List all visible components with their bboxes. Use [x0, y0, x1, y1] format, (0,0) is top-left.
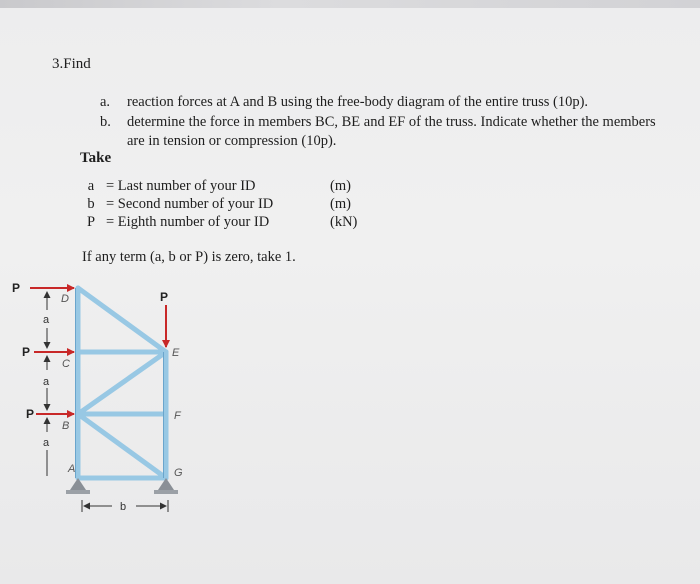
dimension-a-top: a: [43, 314, 50, 326]
part-a-letter: a.: [100, 94, 111, 110]
load-label-e: P: [160, 290, 169, 304]
variable-a-definition: = Last number of your ID: [106, 178, 256, 194]
variable-a-symbol: a: [87, 178, 95, 194]
node-label-d: D: [61, 293, 69, 305]
horizontal-loads: [30, 288, 74, 414]
node-label-b: B: [62, 420, 70, 432]
part-a-text: reaction forces at A and B using the free-body diagram of the entire truss (10p).: [127, 94, 589, 110]
node-label-g: G: [174, 467, 183, 479]
take-label: Take: [80, 150, 112, 166]
dimension-a-bottom: a: [43, 437, 50, 449]
part-b-text: determine the force in members BC, BE and EF of the truss. Indicate whether the members: [127, 114, 656, 130]
variable-p-unit: (kN): [330, 214, 358, 230]
load-label-d: P: [12, 281, 21, 295]
top-edge: [0, 0, 700, 8]
member-de: [78, 288, 169, 352]
member-be: [78, 352, 166, 414]
node-label-c: C: [62, 358, 70, 370]
node-label-a: A: [68, 463, 76, 475]
variable-b-unit: (m): [330, 196, 351, 212]
dimension-b: b: [120, 501, 127, 513]
node-label-f: F: [174, 410, 181, 422]
problem-heading: 3.Find: [52, 56, 91, 72]
part-b-continuation: are in tension or compression (10p).: [127, 133, 337, 149]
zero-term-note: If any term (a, b or P) is zero, take 1.: [82, 249, 296, 265]
member-bg: [78, 414, 166, 478]
dimension-a-middle: a: [43, 376, 50, 388]
load-label-b: P: [26, 407, 35, 421]
variable-b-symbol: b: [87, 196, 95, 212]
variable-p-definition: = Eighth number of your ID: [106, 214, 270, 230]
variable-b-definition: = Second number of your ID: [106, 196, 274, 212]
variable-a-unit: (m): [330, 178, 351, 194]
load-label-c: P: [22, 345, 31, 359]
truss-diagram: [0, 274, 260, 534]
node-label-e: E: [172, 347, 180, 359]
truss-members: [78, 288, 169, 478]
part-b-letter: b.: [100, 114, 111, 130]
variable-p-symbol: P: [86, 214, 96, 230]
